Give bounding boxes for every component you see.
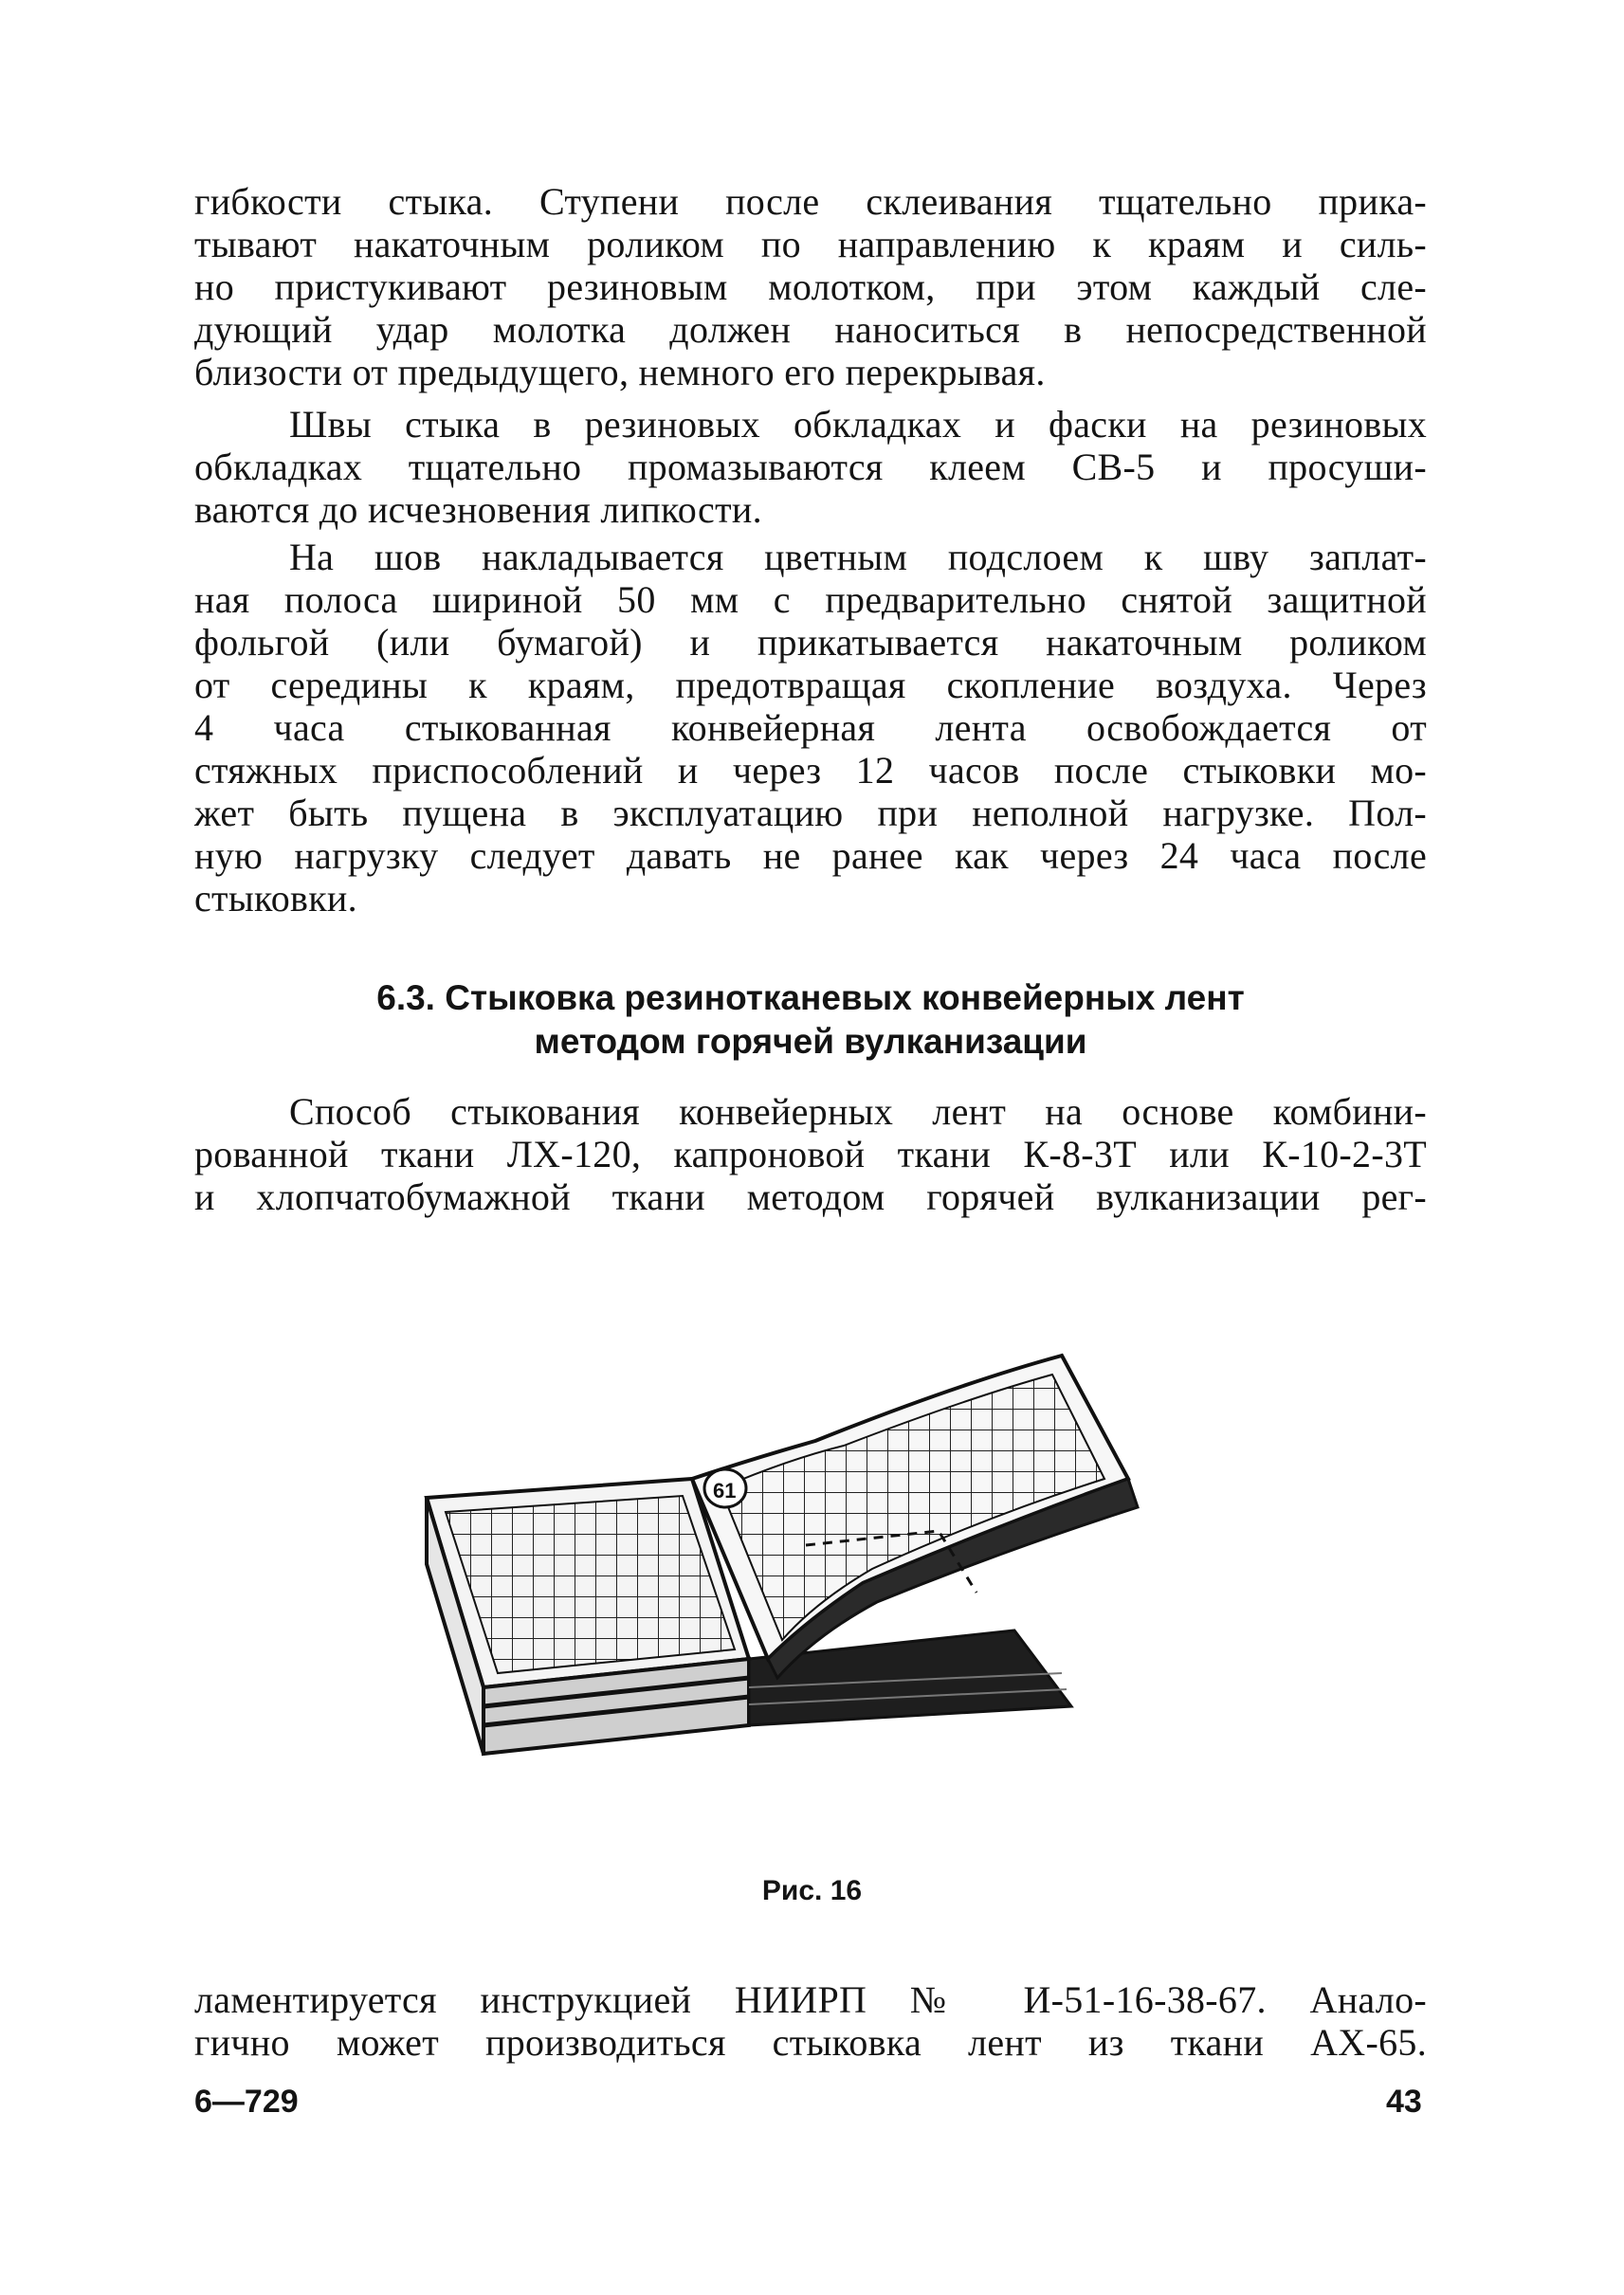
text-line: Способ стыкования конвейерных лент на основе комбини- <box>289 1090 1427 1133</box>
page-number: 43 <box>1386 2084 1422 2120</box>
paragraph-4 <box>194 1090 1427 1218</box>
text-line: ная полоса шириной 50 мм с предварительно снятой защитной <box>194 578 1427 621</box>
text-line: стяжных приспособлений и через 12 часов после стыковки мо- <box>194 749 1427 792</box>
text-line: На шов накладывается цветным подслоем к шву заплат- <box>289 536 1427 578</box>
text-line: и хлопчатобумажной ткани методом горячей вулканизации рег- <box>194 1175 1427 1218</box>
text-line: близости от предыдущего, немного его перекрывая. <box>194 351 1046 393</box>
text-line: Швы стыка в резиновых обкладках и фаски на резиновых <box>289 403 1427 446</box>
text-line: фольгой (или бумагой) и прикатывается накаточным роликом <box>194 621 1427 664</box>
printer-signature: 6—729 <box>194 2084 299 2120</box>
text-line: жет быть пущена в эксплуатацию при неполной нагрузке. Пол- <box>194 792 1427 834</box>
paragraph-3 <box>194 536 1427 920</box>
text-line: дующий удар молотка должен наноситься в непосредственной <box>194 308 1427 351</box>
belt-lifted-flap <box>692 1356 1138 1678</box>
text-line: рованной ткани ЛХ-120, капроновой ткани К-8-3Т или К-10-2-3Т <box>194 1133 1427 1175</box>
figure-callout-label: 61 <box>713 1479 737 1503</box>
text-line: ную нагрузку следует давать не ранее как через 24 часа после <box>194 834 1427 877</box>
paragraph-2 <box>194 403 1427 531</box>
paragraph-5 <box>194 1978 1427 2064</box>
paragraph-1 <box>194 180 1427 393</box>
text-line: ламентируется инструкцией НИИРП № И-51-16-38-67. Анало- <box>194 1978 1427 2021</box>
text-line: обкладках тщательно промазываются клеем СВ-5 и просуши- <box>194 446 1427 488</box>
text-line: гично может производиться стыковка лент из ткани АХ-65. <box>194 2021 1427 2064</box>
text-line: стыковки. <box>194 877 357 920</box>
figure-caption: Рис. 16 <box>761 1875 863 1906</box>
section-heading-line-1: 6.3. Стыковка резинотканевых конвейерных лент <box>376 978 1245 1017</box>
conveyor-belt-splice-figure <box>408 1346 1204 1839</box>
section-heading <box>194 976 1427 1064</box>
text-line: от середины к краям, предотвращая скопление воздуха. Через <box>194 664 1427 706</box>
text-line: 4 часа стыкованная конвейерная лента освобождается от <box>194 706 1427 749</box>
text-line: гибкости стыка. Ступени после склеивания тщательно прика- <box>194 180 1427 223</box>
text-line: тывают накаточным роликом по направлению к краям и силь- <box>194 223 1427 265</box>
section-heading-line-2: методом горячей вулканизации <box>534 1022 1087 1061</box>
belt-left-block <box>427 1479 749 1754</box>
text-line: но пристукивают резиновым молотком, при этом каждый сле- <box>194 265 1427 308</box>
text-line: ваются до исчезновения липкости. <box>194 488 762 531</box>
